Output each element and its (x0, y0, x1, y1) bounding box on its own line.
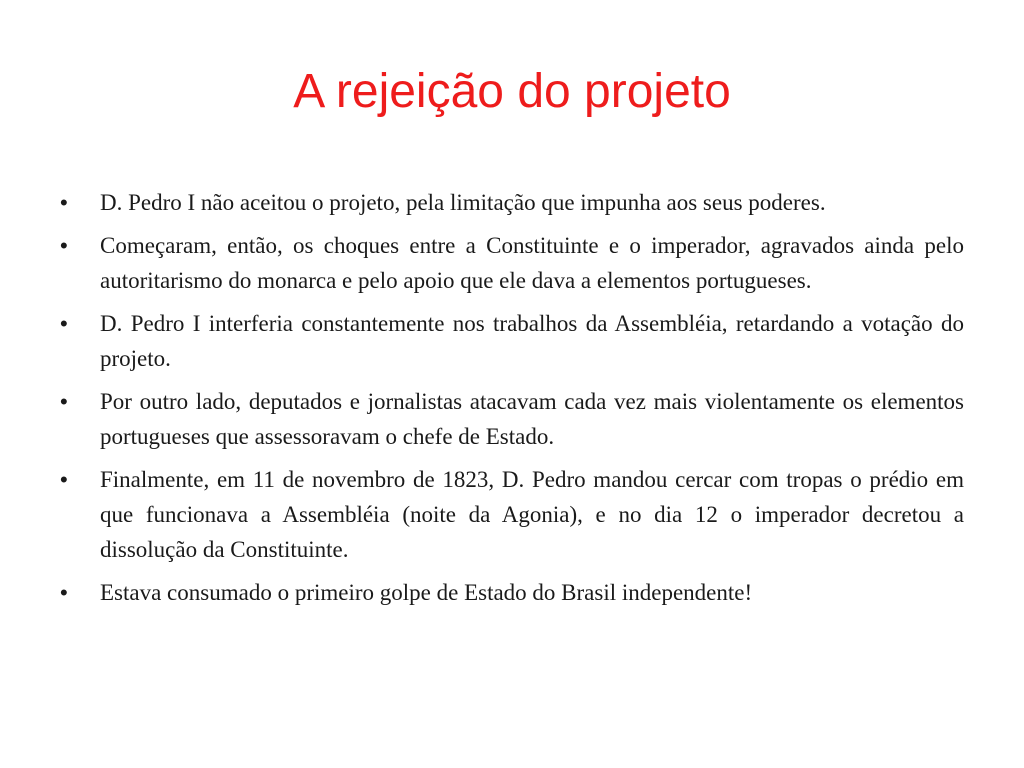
bullet-text: Finalmente, em 11 de novembro de 1823, D. Pedro mandou cercar com tropas o prédio em que funcionava a Assembléia (noite da Agonia), e no dia 12 o imperador decretou a dissolução da Constituinte. (100, 467, 964, 562)
bullet-marker: • (60, 580, 68, 605)
bullet-marker: • (60, 233, 68, 258)
bullet-item (60, 384, 964, 454)
bullet-item (60, 575, 964, 610)
bullet-text: D. Pedro I interferia constantemente nos trabalhos da Assembléia, retardando a votação do projeto. (100, 311, 964, 371)
bullet-item (60, 462, 964, 567)
bullet-marker: • (60, 467, 68, 492)
bullet-text: D. Pedro I não aceitou o projeto, pela limitação que impunha aos seus poderes. (100, 190, 826, 215)
bullet-marker: • (60, 190, 68, 215)
bullet-list (60, 185, 964, 618)
bullet-text: Estava consumado o primeiro golpe de Estado do Brasil independente! (100, 580, 753, 605)
bullet-item (60, 306, 964, 376)
slide-title: A rejeição do projeto (293, 65, 731, 118)
bullet-marker: • (60, 311, 68, 336)
bullet-item (60, 185, 964, 220)
bullet-marker: • (60, 389, 68, 414)
bullet-text: Começaram, então, os choques entre a Constituinte e o imperador, agravados ainda pelo autoritarismo do monarca e pelo apoio que ele dava a elementos portugueses. (100, 233, 964, 293)
bullet-item (60, 228, 964, 298)
bullet-text: Por outro lado, deputados e jornalistas atacavam cada vez mais violentamente os elementos portugueses que assessoravam o chefe de Estado. (100, 389, 964, 449)
